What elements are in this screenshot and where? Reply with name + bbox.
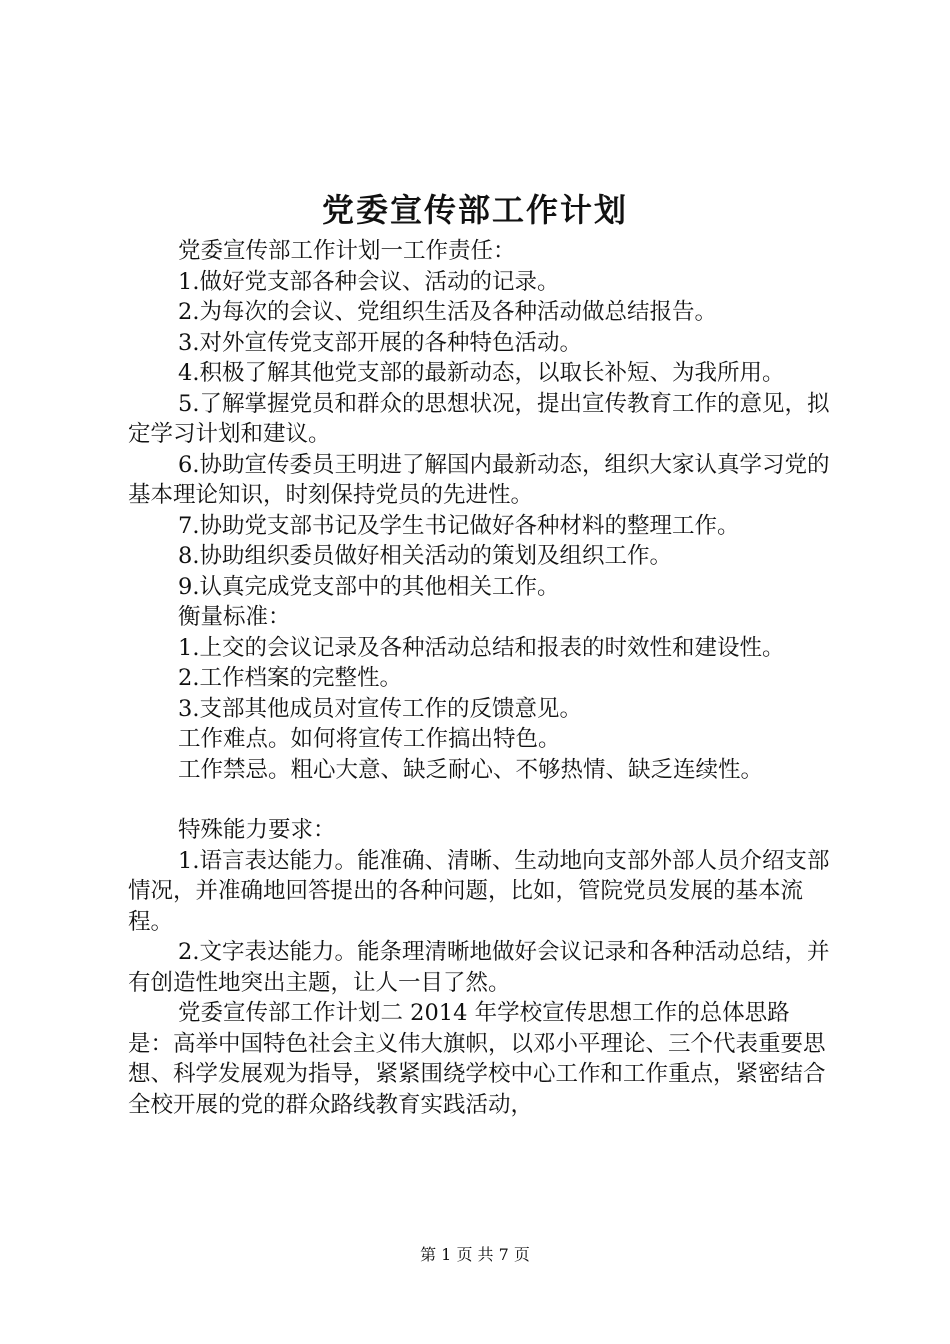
paragraph: 2.为每次的会议、党组织生活及各种活动做总结报告。	[178, 299, 717, 325]
paragraph: 8.协助组织委员做好相关活动的策划及组织工作。	[178, 543, 672, 569]
paragraph: 5.了解掌握党员和群众的思想状况，提出宣传教育工作的意见，拟定学习计划和建议。	[128, 390, 830, 447]
paragraph: 党委宣传部工作计划二 2014 年学校宣传思想工作的总体思路是：高举中国特色社会主义伟大旗帜，以邓小平理论、三个代表重要思想、科学发展观为指导，紧紧围绕学校中心工作和工作重点，紧密结合全校开展的党的群众路线教育实践活动，	[128, 1000, 826, 1118]
page-footer: 第 1 页 共 7 页	[420, 1245, 530, 1264]
paragraph: 1.语言表达能力。能准确、清晰、生动地向支部外部人员介绍支部情况，并准确地回答提出的各种问题，比如，管院党员发展的基本流程。	[128, 847, 830, 935]
paragraph: 6.协助宣传委员王明进了解国内最新动态，组织大家认真学习党的基本理论知识，时刻保持党员的先进性。	[128, 451, 830, 508]
document-body	[128, 236, 834, 1120]
section-heading: 特殊能力要求：	[178, 817, 336, 843]
paragraph: 2.工作档案的完整性。	[178, 665, 402, 691]
paragraph: 4.积极了解其他党支部的最新动态，以取长补短、为我所用。	[178, 360, 785, 386]
paragraph: 工作禁忌。粗心大意、缺乏耐心、不够热情、缺乏连续性。	[178, 756, 764, 783]
paragraph: 工作难点。如何将宣传工作搞出特色。	[178, 726, 561, 752]
paragraph: 2.文字表达能力。能条理清晰地做好会议记录和各种活动总结，并有创造性地突出主题，让人一目了然。	[128, 939, 830, 996]
document-title: 党委宣传部工作计划	[321, 191, 628, 229]
paragraph: 3.对外宣传党支部开展的各种特色活动。	[178, 329, 582, 356]
section-heading: 衡量标准：	[178, 604, 291, 630]
paragraph: 1.上交的会议记录及各种活动总结和报表的时效性和建设性。	[178, 634, 785, 661]
paragraph: 7.协助党支部书记及学生书记做好各种材料的整理工作。	[178, 512, 740, 539]
paragraph: 9.认真完成党支部中的其他相关工作。	[178, 573, 560, 600]
paragraph: 3.支部其他成员对宣传工作的反馈意见。	[178, 695, 582, 722]
paragraph: 1.做好党支部各种会议、活动的记录。	[178, 268, 560, 295]
paragraph: 党委宣传部工作计划一工作责任：	[178, 238, 516, 264]
